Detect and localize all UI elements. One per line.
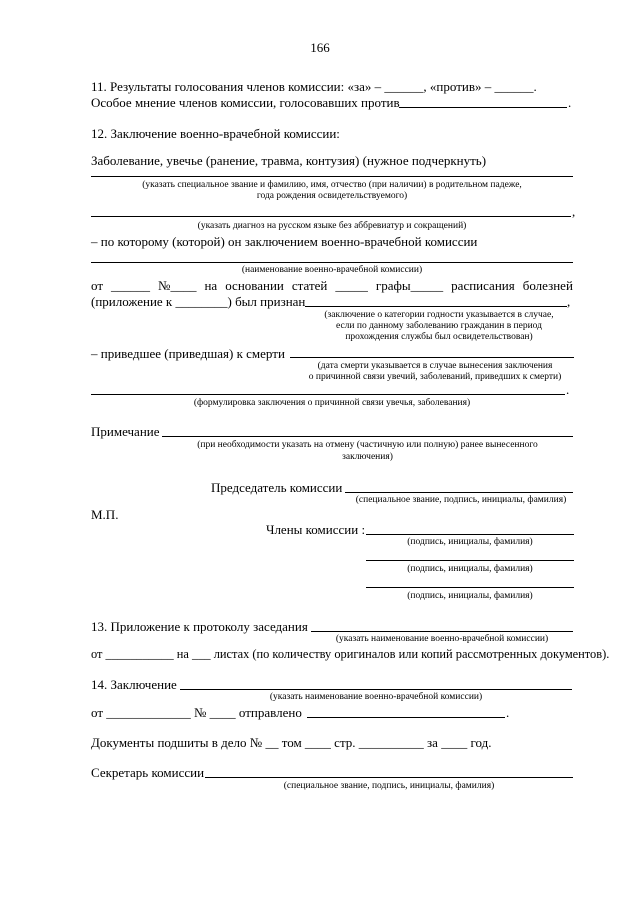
section-13-sheets-line: от ___________ на ___ листах (по количеству оригиналов или копий рассмотренных документов). bbox=[91, 647, 610, 661]
basis-word-4: статей bbox=[291, 278, 328, 293]
secretary-label: Секретарь комиссии bbox=[91, 765, 205, 780]
dissent-field[interactable] bbox=[399, 107, 567, 108]
basis-word-5: расписания bbox=[451, 278, 515, 293]
chairman-label: Председатель комиссии bbox=[211, 480, 343, 495]
hint-secretary: (специальное звание, подпись, инициалы, фамилия) bbox=[283, 781, 495, 791]
disease-line: Заболевание, увечье (ранение, травма, контузия) (нужное подчеркнуть) bbox=[91, 153, 487, 168]
wording-period: . bbox=[566, 382, 570, 397]
basis-word-2: на bbox=[204, 278, 218, 293]
hint-commission: (наименование военно-врачебной комиссии) bbox=[241, 265, 423, 275]
wording-field[interactable] bbox=[91, 394, 565, 395]
basis-row bbox=[91, 278, 573, 293]
hint-member-3: (подпись, инициалы, фамилия) bbox=[407, 591, 533, 601]
basis-articles-blank[interactable]: _____ bbox=[335, 278, 368, 293]
hint-death-1: (дата смерти указывается в случае вынесения заключения bbox=[317, 361, 553, 371]
sent-period: . bbox=[506, 705, 510, 720]
name-field[interactable] bbox=[91, 176, 573, 177]
fitness-field[interactable] bbox=[305, 306, 567, 307]
conclusion-line: – по которому (которой) он заключением военно-врачебной комиссии bbox=[91, 234, 478, 249]
death-line: – приведшее (приведшая) к смерти bbox=[91, 346, 285, 361]
basis-number-blank[interactable]: №____ bbox=[158, 278, 197, 293]
basis-word-3: основании bbox=[225, 278, 284, 293]
sent-line: от _____________ № ____ отправлено bbox=[91, 705, 302, 720]
page-number: 166 bbox=[310, 40, 330, 55]
member-1-signature-field[interactable] bbox=[366, 534, 574, 535]
hint-name-1: (указать специальное звание и фамилию, имя, отчество (при наличии) в родительном падеже, bbox=[142, 180, 522, 190]
basis-date-blank[interactable]: ______ bbox=[111, 278, 151, 293]
dissent-period: . bbox=[568, 95, 572, 110]
hint-name-2: года рождения освидетельствуемого) bbox=[256, 191, 408, 201]
hint-section-13: (указать наименование военно-врачебной комиссии) bbox=[335, 634, 549, 644]
secretary-signature-field[interactable] bbox=[205, 777, 573, 778]
basis-column-blank[interactable]: графы_____ bbox=[375, 278, 444, 293]
fitness-comma: , bbox=[567, 294, 571, 309]
basis-word-6: болезней bbox=[522, 278, 573, 293]
hint-member-2: (подпись, инициалы, фамилия) bbox=[407, 564, 533, 574]
hint-diagnosis: (указать диагноз на русском языке без аббревиатур и сокращений) bbox=[197, 221, 467, 231]
basis-word-1: от bbox=[91, 278, 104, 293]
hint-fitness-2: если по данному заболеванию гражданин в период bbox=[335, 321, 542, 331]
diagnosis-comma: , bbox=[572, 204, 576, 219]
dissent-label: Особое мнение членов комиссии, голосовавших против bbox=[91, 95, 400, 110]
hint-note-1: (при необходимости указать на отмену (частичную или полную) ранее вынесенного bbox=[197, 440, 538, 450]
members-label: Члены комиссии : bbox=[266, 522, 366, 537]
filing-line: Документы подшиты в дело № __ том ____ стр. __________ за ____ год. bbox=[91, 735, 492, 750]
hint-wording: (формулировка заключения о причинной связи увечья, заболевания) bbox=[193, 398, 471, 408]
death-date-field[interactable] bbox=[290, 357, 574, 358]
note-label: Примечание bbox=[91, 424, 160, 439]
note-field[interactable] bbox=[162, 436, 573, 437]
member-3-signature-field[interactable] bbox=[366, 587, 574, 588]
diagnosis-field[interactable] bbox=[91, 216, 571, 217]
voting-results-line: 11. Результаты голосования членов комиссии: «за» – ______, «против» – ______. bbox=[91, 79, 537, 94]
sent-to-field[interactable] bbox=[307, 717, 505, 718]
section-14-commission-field[interactable] bbox=[180, 689, 572, 690]
section-13-line: 13. Приложение к протоколу заседания bbox=[91, 619, 308, 634]
hint-fitness-3: прохождения службы был освидетельствован) bbox=[345, 332, 533, 342]
hint-member-1: (подпись, инициалы, фамилия) bbox=[407, 537, 533, 547]
stamp-label: М.П. bbox=[91, 507, 119, 522]
hint-section-14: (указать наименование военно-врачебной комиссии) bbox=[269, 692, 483, 702]
member-2-signature-field[interactable] bbox=[366, 560, 574, 561]
hint-death-2: о причинной связи увечий, заболеваний, приведших к смерти) bbox=[308, 372, 562, 382]
section-12-heading: 12. Заключение военно-врачебной комиссии: bbox=[91, 126, 340, 141]
chairman-signature-field[interactable] bbox=[345, 492, 573, 493]
commission-name-field[interactable] bbox=[91, 262, 573, 263]
appendix-commission-field[interactable] bbox=[311, 631, 573, 632]
appendix-line: (приложение к ________) был признан bbox=[91, 294, 306, 309]
section-14-heading: 14. Заключение bbox=[91, 677, 177, 692]
hint-chairman: (специальное звание, подпись, инициалы, фамилия) bbox=[355, 495, 567, 505]
hint-note-2: заключения) bbox=[342, 452, 393, 462]
hint-fitness-1: (заключение о категории годности указывается в случае, bbox=[324, 310, 554, 320]
